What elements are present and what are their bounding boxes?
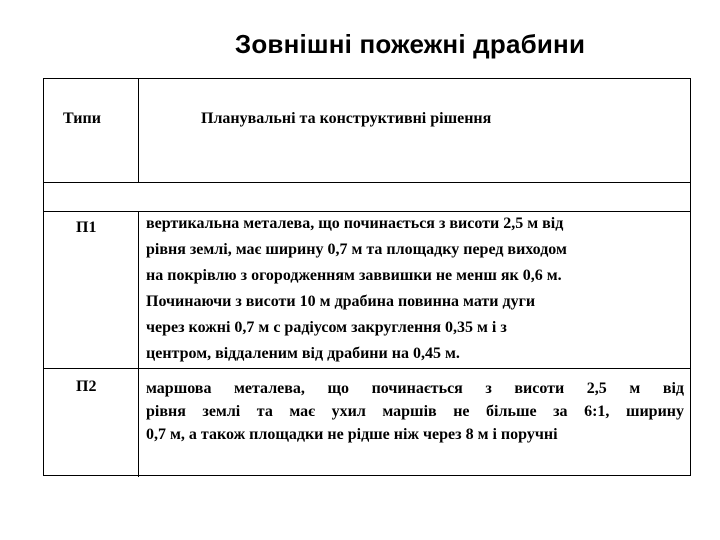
description-line: рівня землі, має ширину 0,7 м та площадку перед виходом — [146, 241, 567, 258]
table-rule-row1-bottom — [44, 368, 690, 369]
description-line: вертикальна металева, що починається з висоти 2,5 м від — [146, 215, 564, 232]
row-type-p2: П2 — [76, 378, 97, 395]
header-types: Типи — [63, 110, 101, 127]
row-description-p2 — [146, 377, 684, 446]
description-line: маршова металева, що починається з висоти 2,5 м від — [146, 380, 684, 397]
table-column-divider-body — [138, 211, 139, 477]
table-column-divider-header — [138, 79, 139, 182]
description-line: рівня землі та має ухил маршів не більше за 6:1, ширину — [146, 403, 684, 420]
row-type-p1: П1 — [76, 219, 97, 236]
ladder-types-table — [43, 78, 691, 476]
row-description-p1 — [146, 211, 686, 367]
description-line: Починаючи з висоти 10 м драбина повинна мати дуги — [146, 293, 536, 310]
description-line: на покрівлю з огородженням заввишки не менш як 0,6 м. — [146, 267, 562, 284]
description-line: через кожні 0,7 м с радіусом закруглення 0,35 м і з — [146, 319, 507, 336]
page-title: Зовнішні пожежні драбини — [234, 29, 586, 59]
table-rule-header-bottom — [44, 182, 690, 183]
description-line: 0,7 м, а також площадки не рідше ніж через 8 м і поручні — [146, 426, 558, 443]
header-solutions: Планувальні та конструктивні рішення — [201, 110, 492, 127]
description-line: центром, віддаленим від драбини на 0,45 м. — [146, 345, 460, 362]
